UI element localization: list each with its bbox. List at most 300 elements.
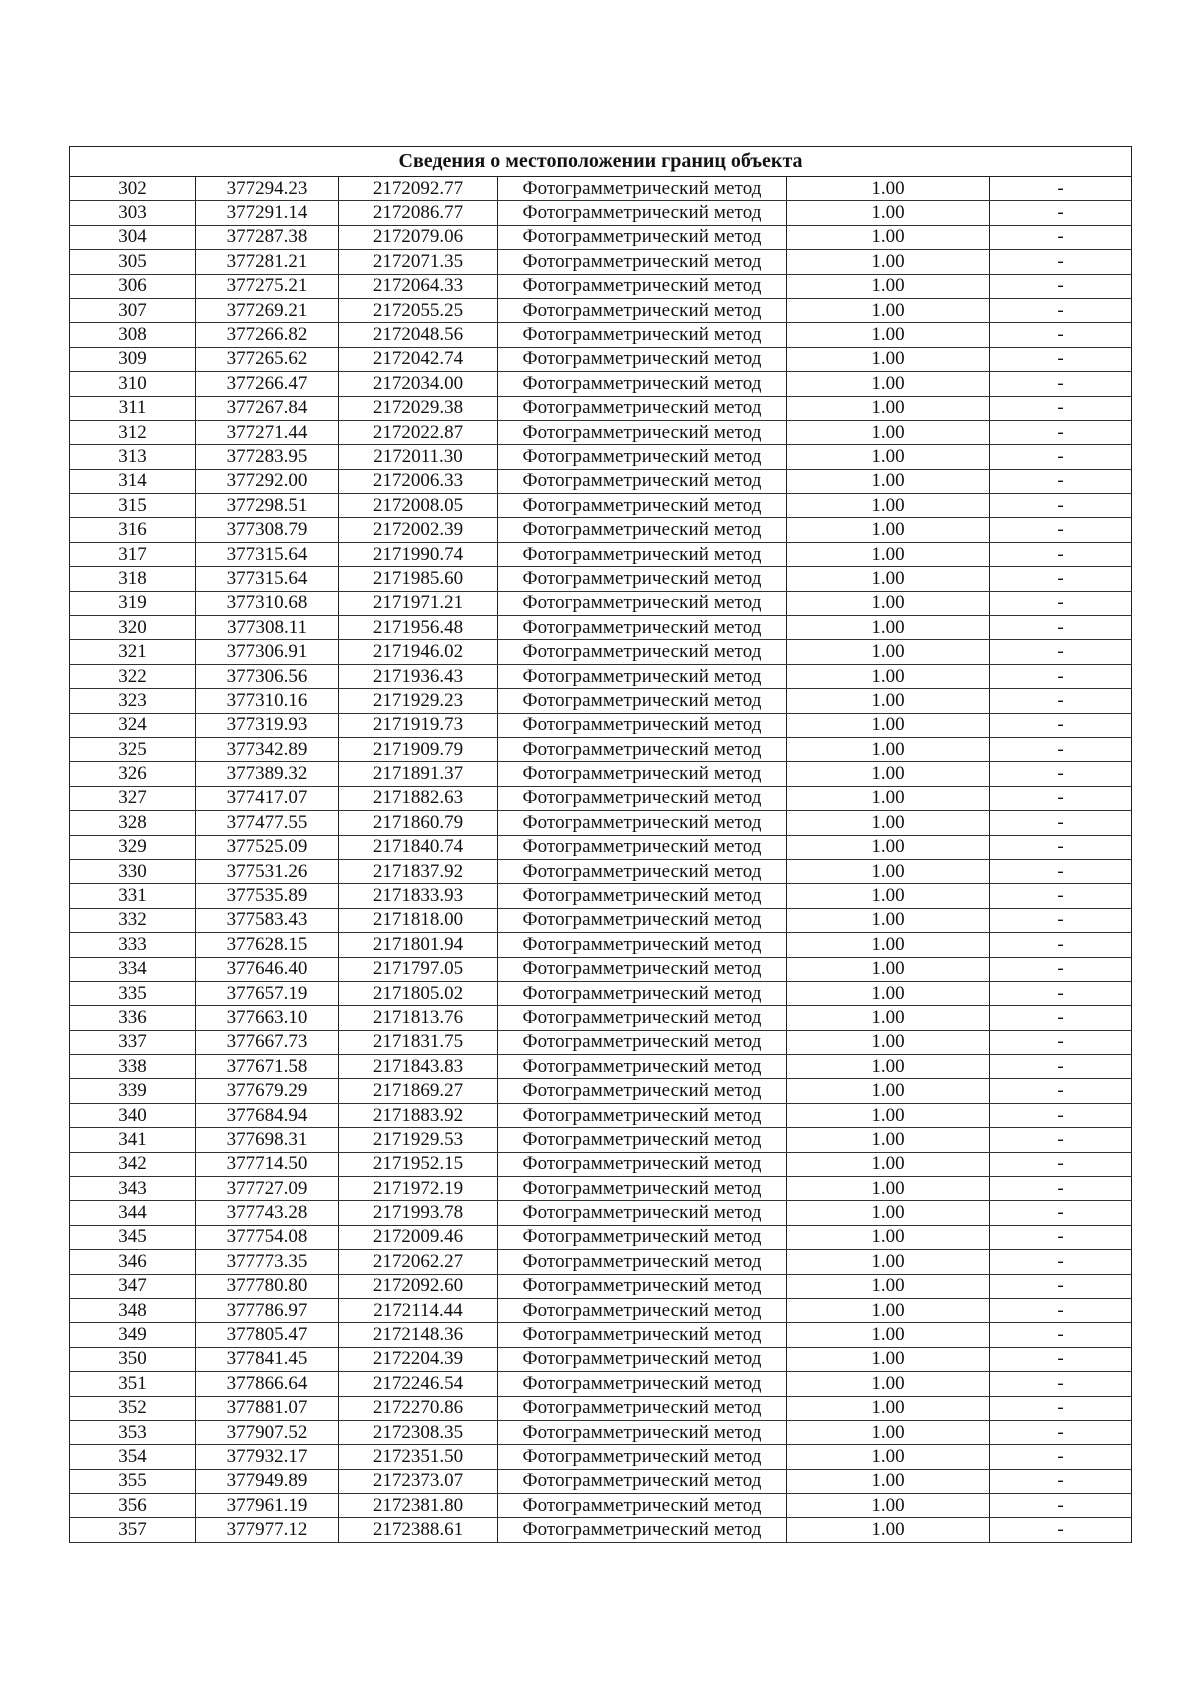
y-coordinate-cell: 2172092.77 — [339, 177, 498, 201]
method-cell: Фотограмметрический метод — [498, 1055, 787, 1079]
accuracy-cell: 1.00 — [787, 250, 990, 274]
table-row — [70, 786, 1132, 810]
description-cell: - — [990, 445, 1132, 469]
method-cell: Фотограмметрический метод — [498, 1250, 787, 1274]
description-cell: - — [990, 591, 1132, 615]
accuracy-cell: 1.00 — [787, 1323, 990, 1347]
y-coordinate-cell: 2171797.05 — [339, 957, 498, 981]
y-coordinate-cell: 2172064.33 — [339, 274, 498, 298]
x-coordinate-cell: 377319.93 — [196, 713, 339, 737]
x-coordinate-cell: 377657.19 — [196, 981, 339, 1005]
accuracy-cell: 1.00 — [787, 1177, 990, 1201]
table-row — [70, 1177, 1132, 1201]
description-cell: - — [990, 1201, 1132, 1225]
x-coordinate-cell: 377271.44 — [196, 420, 339, 444]
y-coordinate-cell: 2171843.83 — [339, 1055, 498, 1079]
point-number-cell: 321 — [70, 640, 196, 664]
x-coordinate-cell: 377977.12 — [196, 1518, 339, 1542]
point-number-cell: 303 — [70, 201, 196, 225]
point-number-cell: 302 — [70, 177, 196, 201]
description-cell: - — [990, 347, 1132, 371]
table-row — [70, 1201, 1132, 1225]
x-coordinate-cell: 377306.56 — [196, 664, 339, 688]
x-coordinate-cell: 377306.91 — [196, 640, 339, 664]
y-coordinate-cell: 2172029.38 — [339, 396, 498, 420]
x-coordinate-cell: 377281.21 — [196, 250, 339, 274]
table-row — [70, 347, 1132, 371]
description-cell: - — [990, 177, 1132, 201]
description-cell: - — [990, 811, 1132, 835]
y-coordinate-cell: 2172055.25 — [339, 298, 498, 322]
y-coordinate-cell: 2171993.78 — [339, 1201, 498, 1225]
accuracy-cell: 1.00 — [787, 1469, 990, 1493]
accuracy-cell: 1.00 — [787, 1298, 990, 1322]
description-cell: - — [990, 689, 1132, 713]
method-cell: Фотограмметрический метод — [498, 372, 787, 396]
y-coordinate-cell: 2171869.27 — [339, 1079, 498, 1103]
x-coordinate-cell: 377805.47 — [196, 1323, 339, 1347]
x-coordinate-cell: 377932.17 — [196, 1445, 339, 1469]
table-row — [70, 616, 1132, 640]
table-row — [70, 1055, 1132, 1079]
point-number-cell: 324 — [70, 713, 196, 737]
table-row — [70, 1445, 1132, 1469]
y-coordinate-cell: 2171837.92 — [339, 859, 498, 883]
accuracy-cell: 1.00 — [787, 1396, 990, 1420]
accuracy-cell: 1.00 — [787, 1494, 990, 1518]
y-coordinate-cell: 2172008.05 — [339, 494, 498, 518]
accuracy-cell: 1.00 — [787, 225, 990, 249]
description-cell: - — [990, 933, 1132, 957]
description-cell: - — [990, 1518, 1132, 1542]
method-cell: Фотограмметрический метод — [498, 859, 787, 883]
description-cell: - — [990, 1030, 1132, 1054]
method-cell: Фотограмметрический метод — [498, 323, 787, 347]
y-coordinate-cell: 2171860.79 — [339, 811, 498, 835]
table-row — [70, 1079, 1132, 1103]
method-cell: Фотограмметрический метод — [498, 250, 787, 274]
table-row — [70, 1128, 1132, 1152]
description-cell: - — [990, 1177, 1132, 1201]
point-number-cell: 339 — [70, 1079, 196, 1103]
point-number-cell: 315 — [70, 494, 196, 518]
point-number-cell: 306 — [70, 274, 196, 298]
y-coordinate-cell: 2171936.43 — [339, 664, 498, 688]
y-coordinate-cell: 2171831.75 — [339, 1030, 498, 1054]
table-row — [70, 274, 1132, 298]
x-coordinate-cell: 377698.31 — [196, 1128, 339, 1152]
point-number-cell: 311 — [70, 396, 196, 420]
x-coordinate-cell: 377535.89 — [196, 884, 339, 908]
description-cell: - — [990, 1103, 1132, 1127]
accuracy-cell: 1.00 — [787, 494, 990, 518]
x-coordinate-cell: 377298.51 — [196, 494, 339, 518]
y-coordinate-cell: 2172002.39 — [339, 518, 498, 542]
method-cell: Фотограмметрический метод — [498, 201, 787, 225]
x-coordinate-cell: 377342.89 — [196, 737, 339, 761]
table-title: Сведения о местоположении границ объекта — [70, 147, 1132, 177]
y-coordinate-cell: 2171972.19 — [339, 1177, 498, 1201]
description-cell: - — [990, 1469, 1132, 1493]
table-row — [70, 1225, 1132, 1249]
description-cell: - — [990, 664, 1132, 688]
table-row — [70, 1250, 1132, 1274]
point-number-cell: 349 — [70, 1323, 196, 1347]
table-row — [70, 933, 1132, 957]
accuracy-cell: 1.00 — [787, 372, 990, 396]
x-coordinate-cell: 377531.26 — [196, 859, 339, 883]
method-cell: Фотограмметрический метод — [498, 713, 787, 737]
method-cell: Фотограмметрический метод — [498, 1323, 787, 1347]
method-cell: Фотограмметрический метод — [498, 1372, 787, 1396]
point-number-cell: 310 — [70, 372, 196, 396]
accuracy-cell: 1.00 — [787, 1006, 990, 1030]
method-cell: Фотограмметрический метод — [498, 884, 787, 908]
method-cell: Фотограмметрический метод — [498, 1103, 787, 1127]
x-coordinate-cell: 377269.21 — [196, 298, 339, 322]
table-row — [70, 225, 1132, 249]
accuracy-cell: 1.00 — [787, 298, 990, 322]
description-cell: - — [990, 1274, 1132, 1298]
table-row — [70, 1420, 1132, 1444]
x-coordinate-cell: 377266.47 — [196, 372, 339, 396]
method-cell: Фотограмметрический метод — [498, 591, 787, 615]
point-number-cell: 326 — [70, 762, 196, 786]
description-cell: - — [990, 884, 1132, 908]
description-cell: - — [990, 469, 1132, 493]
y-coordinate-cell: 2171971.21 — [339, 591, 498, 615]
accuracy-cell: 1.00 — [787, 274, 990, 298]
method-cell: Фотограмметрический метод — [498, 1469, 787, 1493]
y-coordinate-cell: 2172086.77 — [339, 201, 498, 225]
y-coordinate-cell: 2171929.53 — [339, 1128, 498, 1152]
y-coordinate-cell: 2172308.35 — [339, 1420, 498, 1444]
accuracy-cell: 1.00 — [787, 396, 990, 420]
description-cell: - — [990, 494, 1132, 518]
point-number-cell: 305 — [70, 250, 196, 274]
method-cell: Фотограмметрический метод — [498, 737, 787, 761]
table-row — [70, 567, 1132, 591]
y-coordinate-cell: 2172042.74 — [339, 347, 498, 371]
method-cell: Фотограмметрический метод — [498, 274, 787, 298]
description-cell: - — [990, 1055, 1132, 1079]
x-coordinate-cell: 377754.08 — [196, 1225, 339, 1249]
y-coordinate-cell: 2171813.76 — [339, 1006, 498, 1030]
method-cell: Фотограмметрический метод — [498, 347, 787, 371]
method-cell: Фотограмметрический метод — [498, 640, 787, 664]
table-row — [70, 469, 1132, 493]
table-row — [70, 1396, 1132, 1420]
y-coordinate-cell: 2171990.74 — [339, 542, 498, 566]
x-coordinate-cell: 377294.23 — [196, 177, 339, 201]
accuracy-cell: 1.00 — [787, 1445, 990, 1469]
accuracy-cell: 1.00 — [787, 1152, 990, 1176]
accuracy-cell: 1.00 — [787, 859, 990, 883]
table-row — [70, 689, 1132, 713]
accuracy-cell: 1.00 — [787, 1274, 990, 1298]
description-cell: - — [990, 616, 1132, 640]
table-row — [70, 177, 1132, 201]
method-cell: Фотограмметрический метод — [498, 396, 787, 420]
y-coordinate-cell: 2171919.73 — [339, 713, 498, 737]
method-cell: Фотограмметрический метод — [498, 1347, 787, 1371]
x-coordinate-cell: 377417.07 — [196, 786, 339, 810]
accuracy-cell: 1.00 — [787, 737, 990, 761]
method-cell: Фотограмметрический метод — [498, 1494, 787, 1518]
accuracy-cell: 1.00 — [787, 957, 990, 981]
x-coordinate-cell: 377310.68 — [196, 591, 339, 615]
method-cell: Фотограмметрический метод — [498, 1006, 787, 1030]
x-coordinate-cell: 377679.29 — [196, 1079, 339, 1103]
point-number-cell: 347 — [70, 1274, 196, 1298]
x-coordinate-cell: 377727.09 — [196, 1177, 339, 1201]
method-cell: Фотограмметрический метод — [498, 1396, 787, 1420]
table-row — [70, 1372, 1132, 1396]
point-number-cell: 308 — [70, 323, 196, 347]
accuracy-cell: 1.00 — [787, 640, 990, 664]
y-coordinate-cell: 2172388.61 — [339, 1518, 498, 1542]
accuracy-cell: 1.00 — [787, 1347, 990, 1371]
table-row — [70, 1152, 1132, 1176]
x-coordinate-cell: 377583.43 — [196, 908, 339, 932]
method-cell: Фотограмметрический метод — [498, 494, 787, 518]
point-number-cell: 342 — [70, 1152, 196, 1176]
method-cell: Фотограмметрический метод — [498, 1030, 787, 1054]
table-row — [70, 737, 1132, 761]
point-number-cell: 335 — [70, 981, 196, 1005]
table-row — [70, 957, 1132, 981]
accuracy-cell: 1.00 — [787, 469, 990, 493]
method-cell: Фотограмметрический метод — [498, 957, 787, 981]
x-coordinate-cell: 377628.15 — [196, 933, 339, 957]
method-cell: Фотограмметрический метод — [498, 981, 787, 1005]
table-row — [70, 323, 1132, 347]
accuracy-cell: 1.00 — [787, 616, 990, 640]
method-cell: Фотограмметрический метод — [498, 445, 787, 469]
method-cell: Фотограмметрический метод — [498, 933, 787, 957]
accuracy-cell: 1.00 — [787, 420, 990, 444]
method-cell: Фотограмметрический метод — [498, 616, 787, 640]
table-row — [70, 908, 1132, 932]
point-number-cell: 330 — [70, 859, 196, 883]
accuracy-cell: 1.00 — [787, 1079, 990, 1103]
x-coordinate-cell: 377949.89 — [196, 1469, 339, 1493]
x-coordinate-cell: 377275.21 — [196, 274, 339, 298]
x-coordinate-cell: 377743.28 — [196, 1201, 339, 1225]
x-coordinate-cell: 377841.45 — [196, 1347, 339, 1371]
description-cell: - — [990, 1152, 1132, 1176]
y-coordinate-cell: 2171805.02 — [339, 981, 498, 1005]
method-cell: Фотограмметрический метод — [498, 518, 787, 542]
y-coordinate-cell: 2172048.56 — [339, 323, 498, 347]
point-number-cell: 307 — [70, 298, 196, 322]
point-number-cell: 329 — [70, 835, 196, 859]
x-coordinate-cell: 377786.97 — [196, 1298, 339, 1322]
description-cell: - — [990, 640, 1132, 664]
table-row — [70, 396, 1132, 420]
description-cell: - — [990, 737, 1132, 761]
y-coordinate-cell: 2171985.60 — [339, 567, 498, 591]
accuracy-cell: 1.00 — [787, 1250, 990, 1274]
point-number-cell: 346 — [70, 1250, 196, 1274]
point-number-cell: 328 — [70, 811, 196, 835]
point-number-cell: 323 — [70, 689, 196, 713]
method-cell: Фотограмметрический метод — [498, 664, 787, 688]
description-cell: - — [990, 713, 1132, 737]
x-coordinate-cell: 377881.07 — [196, 1396, 339, 1420]
accuracy-cell: 1.00 — [787, 1201, 990, 1225]
y-coordinate-cell: 2172034.00 — [339, 372, 498, 396]
description-cell: - — [990, 1225, 1132, 1249]
description-cell: - — [990, 1372, 1132, 1396]
y-coordinate-cell: 2172079.06 — [339, 225, 498, 249]
method-cell: Фотограмметрический метод — [498, 835, 787, 859]
description-cell: - — [990, 1128, 1132, 1152]
accuracy-cell: 1.00 — [787, 1225, 990, 1249]
method-cell: Фотограмметрический метод — [498, 1420, 787, 1444]
table-row — [70, 859, 1132, 883]
description-cell: - — [990, 372, 1132, 396]
description-cell: - — [990, 835, 1132, 859]
point-number-cell: 337 — [70, 1030, 196, 1054]
accuracy-cell: 1.00 — [787, 811, 990, 835]
y-coordinate-cell: 2172092.60 — [339, 1274, 498, 1298]
method-cell: Фотограмметрический метод — [498, 298, 787, 322]
accuracy-cell: 1.00 — [787, 1055, 990, 1079]
table-row — [70, 298, 1132, 322]
description-cell: - — [990, 981, 1132, 1005]
method-cell: Фотограмметрический метод — [498, 1274, 787, 1298]
description-cell: - — [990, 1006, 1132, 1030]
description-cell: - — [990, 1298, 1132, 1322]
description-cell: - — [990, 225, 1132, 249]
y-coordinate-cell: 2172022.87 — [339, 420, 498, 444]
table-row — [70, 250, 1132, 274]
accuracy-cell: 1.00 — [787, 981, 990, 1005]
table-row — [70, 201, 1132, 225]
method-cell: Фотограмметрический метод — [498, 1177, 787, 1201]
x-coordinate-cell: 377292.00 — [196, 469, 339, 493]
method-cell: Фотограмметрический метод — [498, 1128, 787, 1152]
point-number-cell: 334 — [70, 957, 196, 981]
description-cell: - — [990, 1396, 1132, 1420]
table-row — [70, 1298, 1132, 1322]
x-coordinate-cell: 377684.94 — [196, 1103, 339, 1127]
table-row — [70, 1103, 1132, 1127]
method-cell: Фотограмметрический метод — [498, 786, 787, 810]
table-row — [70, 591, 1132, 615]
point-number-cell: 314 — [70, 469, 196, 493]
point-number-cell: 312 — [70, 420, 196, 444]
table-row — [70, 640, 1132, 664]
y-coordinate-cell: 2172009.46 — [339, 1225, 498, 1249]
point-number-cell: 356 — [70, 1494, 196, 1518]
method-cell: Фотограмметрический метод — [498, 542, 787, 566]
point-number-cell: 320 — [70, 616, 196, 640]
method-cell: Фотограмметрический метод — [498, 689, 787, 713]
description-cell: - — [990, 957, 1132, 981]
y-coordinate-cell: 2172062.27 — [339, 1250, 498, 1274]
point-number-cell: 318 — [70, 567, 196, 591]
accuracy-cell: 1.00 — [787, 908, 990, 932]
method-cell: Фотограмметрический метод — [498, 1518, 787, 1542]
method-cell: Фотограмметрический метод — [498, 420, 787, 444]
y-coordinate-cell: 2171952.15 — [339, 1152, 498, 1176]
accuracy-cell: 1.00 — [787, 201, 990, 225]
point-number-cell: 344 — [70, 1201, 196, 1225]
point-number-cell: 336 — [70, 1006, 196, 1030]
x-coordinate-cell: 377265.62 — [196, 347, 339, 371]
y-coordinate-cell: 2171946.02 — [339, 640, 498, 664]
method-cell: Фотограмметрический метод — [498, 1201, 787, 1225]
method-cell: Фотограмметрический метод — [498, 1225, 787, 1249]
x-coordinate-cell: 377667.73 — [196, 1030, 339, 1054]
description-cell: - — [990, 908, 1132, 932]
x-coordinate-cell: 377907.52 — [196, 1420, 339, 1444]
table-row — [70, 1274, 1132, 1298]
accuracy-cell: 1.00 — [787, 323, 990, 347]
x-coordinate-cell: 377308.11 — [196, 616, 339, 640]
accuracy-cell: 1.00 — [787, 1103, 990, 1127]
y-coordinate-cell: 2172071.35 — [339, 250, 498, 274]
point-number-cell: 313 — [70, 445, 196, 469]
point-number-cell: 322 — [70, 664, 196, 688]
y-coordinate-cell: 2171891.37 — [339, 762, 498, 786]
table-row — [70, 762, 1132, 786]
description-cell: - — [990, 1445, 1132, 1469]
x-coordinate-cell: 377525.09 — [196, 835, 339, 859]
point-number-cell: 351 — [70, 1372, 196, 1396]
description-cell: - — [990, 396, 1132, 420]
table-row — [70, 1006, 1132, 1030]
x-coordinate-cell: 377315.64 — [196, 567, 339, 591]
table-row — [70, 1323, 1132, 1347]
table-body — [70, 177, 1132, 1543]
accuracy-cell: 1.00 — [787, 518, 990, 542]
y-coordinate-cell: 2172204.39 — [339, 1347, 498, 1371]
description-cell: - — [990, 201, 1132, 225]
description-cell: - — [990, 274, 1132, 298]
accuracy-cell: 1.00 — [787, 177, 990, 201]
x-coordinate-cell: 377663.10 — [196, 1006, 339, 1030]
point-number-cell: 317 — [70, 542, 196, 566]
accuracy-cell: 1.00 — [787, 347, 990, 371]
x-coordinate-cell: 377773.35 — [196, 1250, 339, 1274]
accuracy-cell: 1.00 — [787, 689, 990, 713]
point-number-cell: 338 — [70, 1055, 196, 1079]
description-cell: - — [990, 1250, 1132, 1274]
accuracy-cell: 1.00 — [787, 664, 990, 688]
y-coordinate-cell: 2172011.30 — [339, 445, 498, 469]
document-page — [69, 146, 1131, 1543]
description-cell: - — [990, 762, 1132, 786]
x-coordinate-cell: 377477.55 — [196, 811, 339, 835]
table-row — [70, 664, 1132, 688]
y-coordinate-cell: 2171833.93 — [339, 884, 498, 908]
x-coordinate-cell: 377308.79 — [196, 518, 339, 542]
accuracy-cell: 1.00 — [787, 1420, 990, 1444]
x-coordinate-cell: 377671.58 — [196, 1055, 339, 1079]
point-number-cell: 348 — [70, 1298, 196, 1322]
description-cell: - — [990, 786, 1132, 810]
x-coordinate-cell: 377714.50 — [196, 1152, 339, 1176]
point-number-cell: 354 — [70, 1445, 196, 1469]
x-coordinate-cell: 377266.82 — [196, 323, 339, 347]
method-cell: Фотограмметрический метод — [498, 177, 787, 201]
table-row — [70, 835, 1132, 859]
description-cell: - — [990, 542, 1132, 566]
method-cell: Фотограмметрический метод — [498, 811, 787, 835]
